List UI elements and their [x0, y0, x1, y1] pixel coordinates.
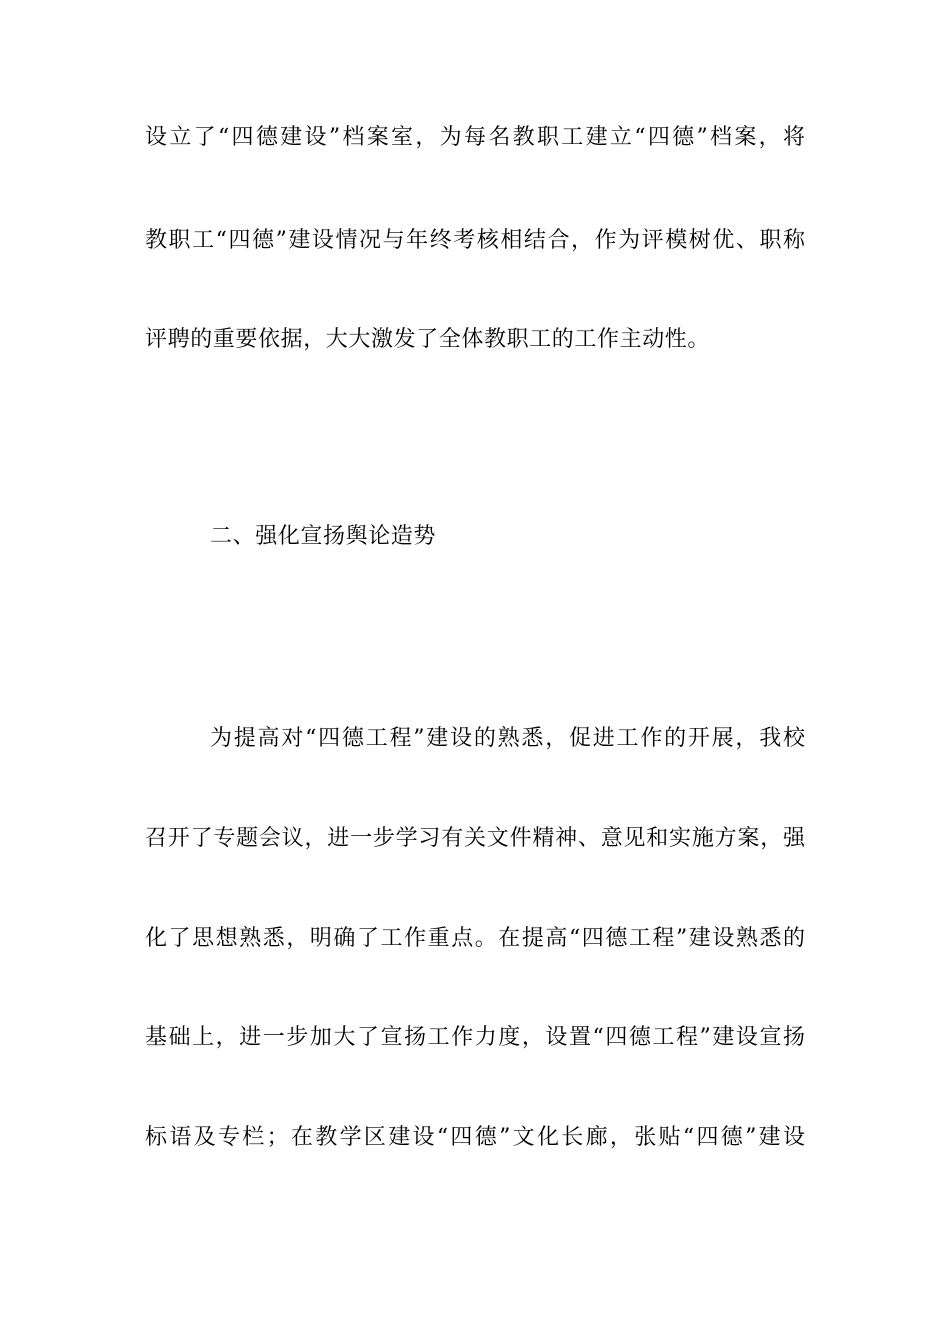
paragraph-line: 评聘的重要依据，大大激发了全体教职工的工作主动性。	[145, 327, 711, 352]
paragraph-line: 设立了“四德建设”档案室，为每名教职工建立“四德”档案，将	[145, 125, 805, 150]
paragraph-line: 教职工“四德”建设情况与年终考核相结合，作为评模树优、职称	[145, 228, 805, 253]
paragraph-line: 化了思想熟悉，明确了工作重点。在提高“四德工程”建设熟悉的	[145, 926, 805, 951]
paragraph-line: 为提高对“四德工程”建设的熟悉，促进工作的开展，我校	[210, 726, 805, 751]
paragraph-line: 标语及专栏；在教学区建设“四德”文化长廊，张贴“四德”建设	[145, 1125, 805, 1150]
section-heading: 二、强化宣扬舆论造势	[210, 524, 437, 549]
paragraph-line: 召开了专题会议，进一步学习有关文件精神、意见和实施方案，强	[145, 826, 805, 851]
paragraph-line: 基础上，进一步加大了宣扬工作力度，设置“四德工程”建设宣扬	[145, 1025, 805, 1050]
